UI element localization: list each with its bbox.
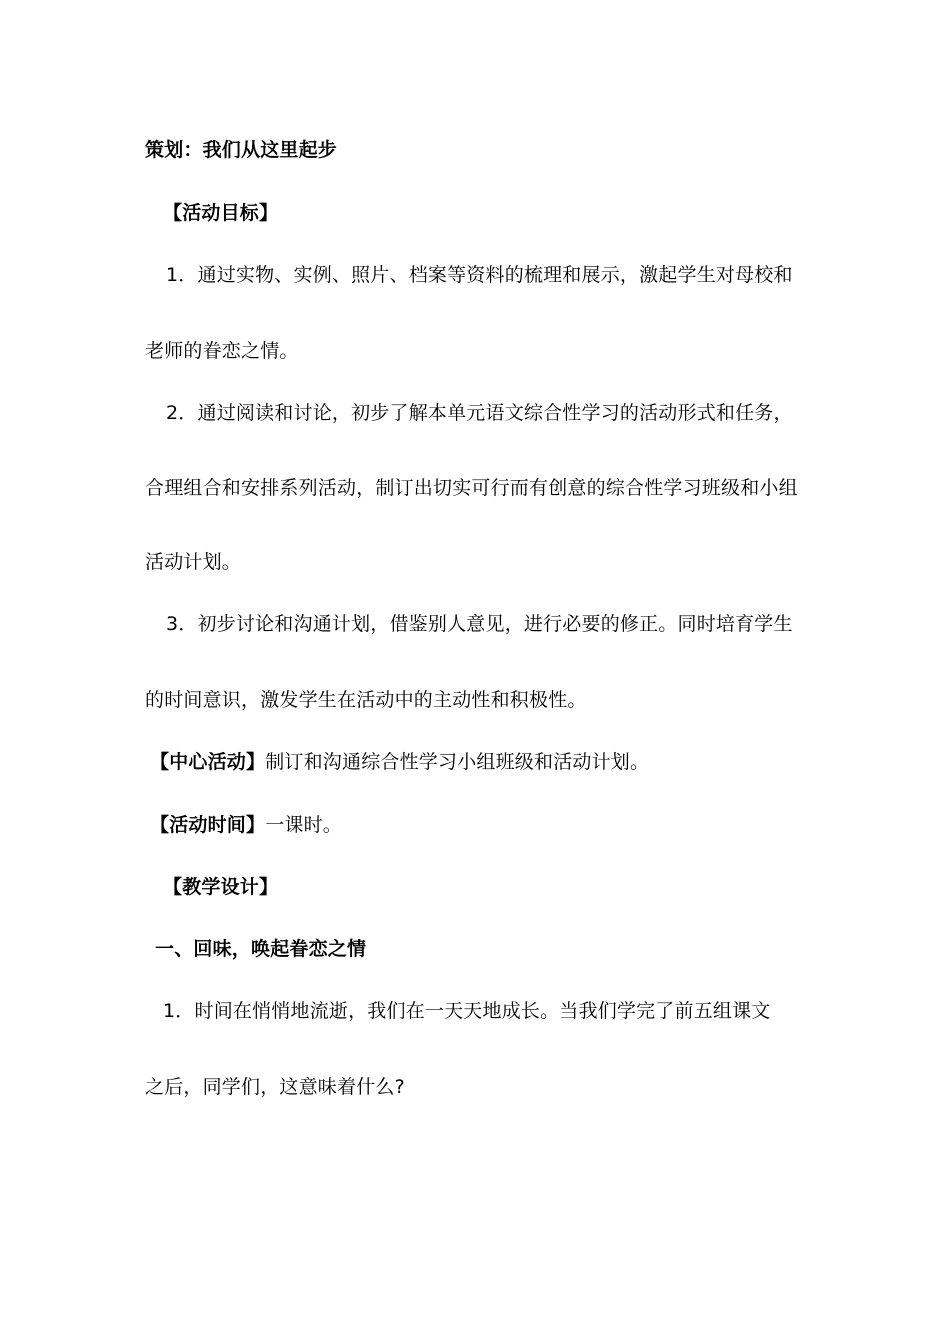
goal-2-line-1: 2．通过阅读和讨论，初步了解本单元语文综合性学习的活动形式和任务，: [166, 402, 793, 424]
step-1-line-2: 之后，同学们，这意味着什么?: [145, 1076, 405, 1098]
goal-3-line-2: 的时间意识，激发学生在活动中的主动性和积极性。: [145, 689, 587, 711]
activity-time-label: 【活动时间】: [150, 814, 266, 836]
central-activity-label: 【中心活动】: [150, 751, 266, 773]
goal-2-line-2: 合理组合和安排系列活动，制订出切实可行而有创意的综合性学习班级和小组: [145, 477, 798, 499]
goal-3-line-1: 3．初步讨论和沟通计划，借鉴别人意见，进行必要的修正。同时培育学生: [166, 613, 793, 635]
central-activity-line: [150, 750, 649, 774]
goal-2-line-3: 活动计划。: [145, 551, 242, 573]
design-heading: 【教学设计】: [163, 876, 279, 898]
goals-heading: 【活动目标】: [163, 202, 279, 224]
goal-1-line-2: 老师的眷恋之情。: [145, 340, 299, 362]
goal-1-line-1: 1．通过实物、实例、照片、档案等资料的梳理和展示，激起学生对母校和: [166, 264, 793, 286]
document-title: 策划：我们从这里起步: [145, 139, 338, 161]
activity-time-text: 一课时。: [265, 814, 343, 836]
central-activity-text: 制订和沟通综合性学习小组班级和活动计划。: [265, 751, 650, 773]
step-1-line-1: 1．时间在悄悄地流逝，我们在一天天地成长。当我们学完了前五组课文: [163, 1000, 771, 1022]
section-1-heading: 一、回味，唤起眷恋之情: [155, 938, 367, 960]
activity-time-line: [150, 813, 342, 837]
